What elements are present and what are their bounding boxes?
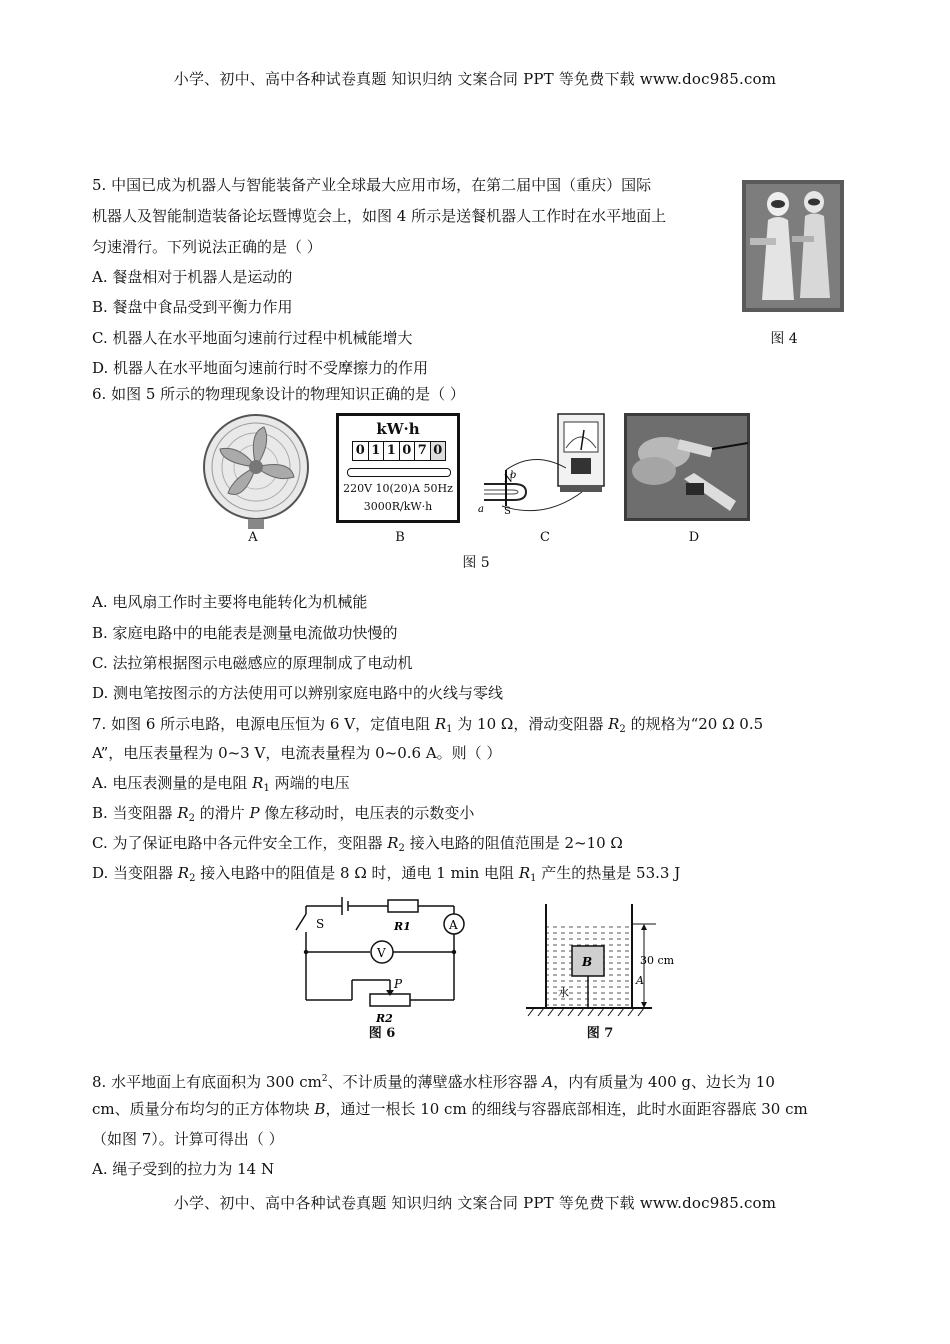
option-text: 接入电路中的阻值是 8 Ω 时，通电 1 min 电阻 [195,864,519,882]
r2-subscript: 2 [398,843,405,854]
galvo-label-a: a [478,504,484,515]
q8-stem-line2 [92,1099,808,1119]
p-symbol: P [249,804,260,822]
q7-stem-text: 的规格为“20 Ω 0.5 [625,715,764,733]
meter-rate: 3000R/kW·h [363,500,433,513]
r1-symbol: R [434,715,447,733]
figure-4-robot-photo [742,180,844,312]
r1-symbol: R [518,864,531,882]
figure-5c-galvanometer-setup [474,410,610,522]
container-symbol: A [542,1073,554,1091]
r1-subscript: 1 [530,873,537,884]
q5-stem-line2: 机器人及智能制造装备论坛暨博览会上，如图 4 所示是送餐机器人工作时在水平地面上 [92,207,667,225]
page-header: 小学、初中、高中各种试卷真题 知识归纳 文案合同 PPT 等免费下载 www.doc985.com [173,70,777,88]
q8-stem-text: cm、质量分布均匀的正方体物块 [92,1100,315,1118]
meter-digit: 1 [369,442,385,460]
q8-stem-line3: （如图 7）。计算可得出（ ） [92,1130,284,1148]
q5-option-a: A. 餐盘相对于机器人是运动的 [92,268,293,286]
q8-stem-text: 、不计质量的薄壁盛水柱形容器 [327,1073,543,1091]
page-footer: 小学、初中、高中各种试卷真题 知识归纳 文案合同 PPT 等免费下载 www.doc985.com [173,1194,777,1212]
q7-stem-text: 为 10 Ω，滑动变阻器 [452,715,609,733]
q8-stem-text: ，内有质量为 400 g、边长为 10 [553,1073,775,1091]
figure-7-caption: 图 7 [586,1026,614,1041]
q5-option-b: B. 餐盘中食品受到平衡力作用 [92,298,293,316]
q8-stem-text: 8. 水平地面上有底面积为 300 cm [92,1073,322,1091]
option-text: 产生的热量是 53.3 J [536,864,681,882]
label-ammeter: A [449,918,458,932]
meter-digit: 1 [384,442,400,460]
meter-digit: 0 [431,442,446,460]
meter-unit: kW·h [376,420,420,438]
meter-digits [352,441,446,461]
figure-5-label-b: B [395,530,405,545]
q6-stem: 6. 如图 5 所示的物理现象设计的物理知识正确的是（ ） [92,385,465,403]
q7-option-d [92,863,680,889]
label-block-b: B [582,955,593,969]
r2-symbol: R [387,834,399,852]
option-text: C. 为了保证电路中各元件安全工作，变阻器 [92,834,388,852]
option-text: A. 电压表测量的是电阻 [92,774,253,792]
figure-6-circuit [290,892,474,1034]
label-r1: R1 [394,920,411,933]
q8-stem-text: ，通过一根长 10 cm 的细线与容器底部相连，此时水面距容器底 30 cm [325,1100,808,1118]
q6-option-c: C. 法拉第根据图示电磁感应的原理制成了电动机 [92,654,413,672]
label-voltmeter: V [377,946,386,960]
figure-5-label-a: A [248,530,258,545]
r2-subscript: 2 [189,873,196,884]
q8-stem-line1 [92,1069,775,1092]
q8-option-a: A. 绳子受到的拉力为 14 N [92,1160,275,1178]
q7-stem-line2: A”，电压表量程为 0~3 V，电流表量程为 0~0.6 A。则（ ） [92,744,502,762]
r2-symbol: R [177,864,190,882]
q7-option-c [92,833,623,859]
superscript: 2 [321,1074,328,1084]
meter-digit: 7 [415,442,431,460]
q6-option-d: D. 测电笔按图示的方法使用可以辨别家庭电路中的火线与零线 [92,684,504,702]
meter-digit: 0 [353,442,369,460]
option-text: B. 当变阻器 [92,804,178,822]
meter-disc [347,468,451,477]
figure-5-caption: 图 5 [462,555,490,571]
galvo-label-b: b [510,470,517,481]
figure-7-container [520,900,690,1026]
label-p: P [394,977,403,991]
q5-stem-line3: 匀速滑行。下列说法正确的是（ ） [92,238,322,256]
option-text: D. 当变阻器 [92,864,178,882]
label-container-a: A [636,974,644,987]
r1-subscript: 1 [446,724,453,735]
galvo-label-s: S [504,506,511,517]
option-text: 接入电路的阻值范围是 2~10 Ω [404,834,623,852]
r2-symbol: R [608,715,620,733]
figure-5a-fan [200,413,312,531]
q7-option-a [92,773,350,799]
figure-5b-electric-meter [336,413,460,523]
r2-subscript: 2 [619,724,626,735]
block-symbol: B [314,1100,326,1118]
option-text: 的滑片 [195,804,250,822]
meter-digit: 0 [400,442,416,460]
option-text: 像左移动时，电压表的示数变小 [259,804,475,822]
figure-4-caption: 图 4 [770,331,798,347]
r1-subscript: 1 [263,783,270,794]
q6-option-b: B. 家庭电路中的电能表是测量电流做功快慢的 [92,624,398,642]
q5-stem-line1: 5. 中国已成为机器人与智能装备产业全球最大应用市场，在第二届中国（重庆）国际 [92,176,652,194]
label-height: 30 cm [640,954,675,967]
figure-5-label-d: D [688,530,700,545]
r1-symbol: R [252,774,264,792]
galvo-label-n: N [504,474,513,485]
label-water: 水 [558,986,569,999]
label-r2: R2 [376,1012,393,1025]
figure-6-caption: 图 6 [368,1026,396,1041]
figure-5d-test-pen-photo [624,413,750,521]
q7-stem-text: 7. 如图 6 所示电路，电源电压恒为 6 V，定值电阻 [92,715,435,733]
r2-symbol: R [177,804,189,822]
q5-option-d: D. 机器人在水平地面匀速前行时不受摩擦力的作用 [92,359,429,377]
meter-spec: 220V 10(20)A 50Hz [343,482,453,495]
option-text: 两端的电压 [269,774,350,792]
figure-5-label-c: C [540,530,550,545]
r2-subscript: 2 [188,813,195,824]
label-s: S [316,917,325,931]
q7-stem-line1 [92,714,763,740]
q6-option-a: A. 电风扇工作时主要将电能转化为机械能 [92,593,368,611]
q5-option-c: C. 机器人在水平地面匀速前行过程中机械能增大 [92,329,413,347]
q7-option-b [92,803,474,829]
